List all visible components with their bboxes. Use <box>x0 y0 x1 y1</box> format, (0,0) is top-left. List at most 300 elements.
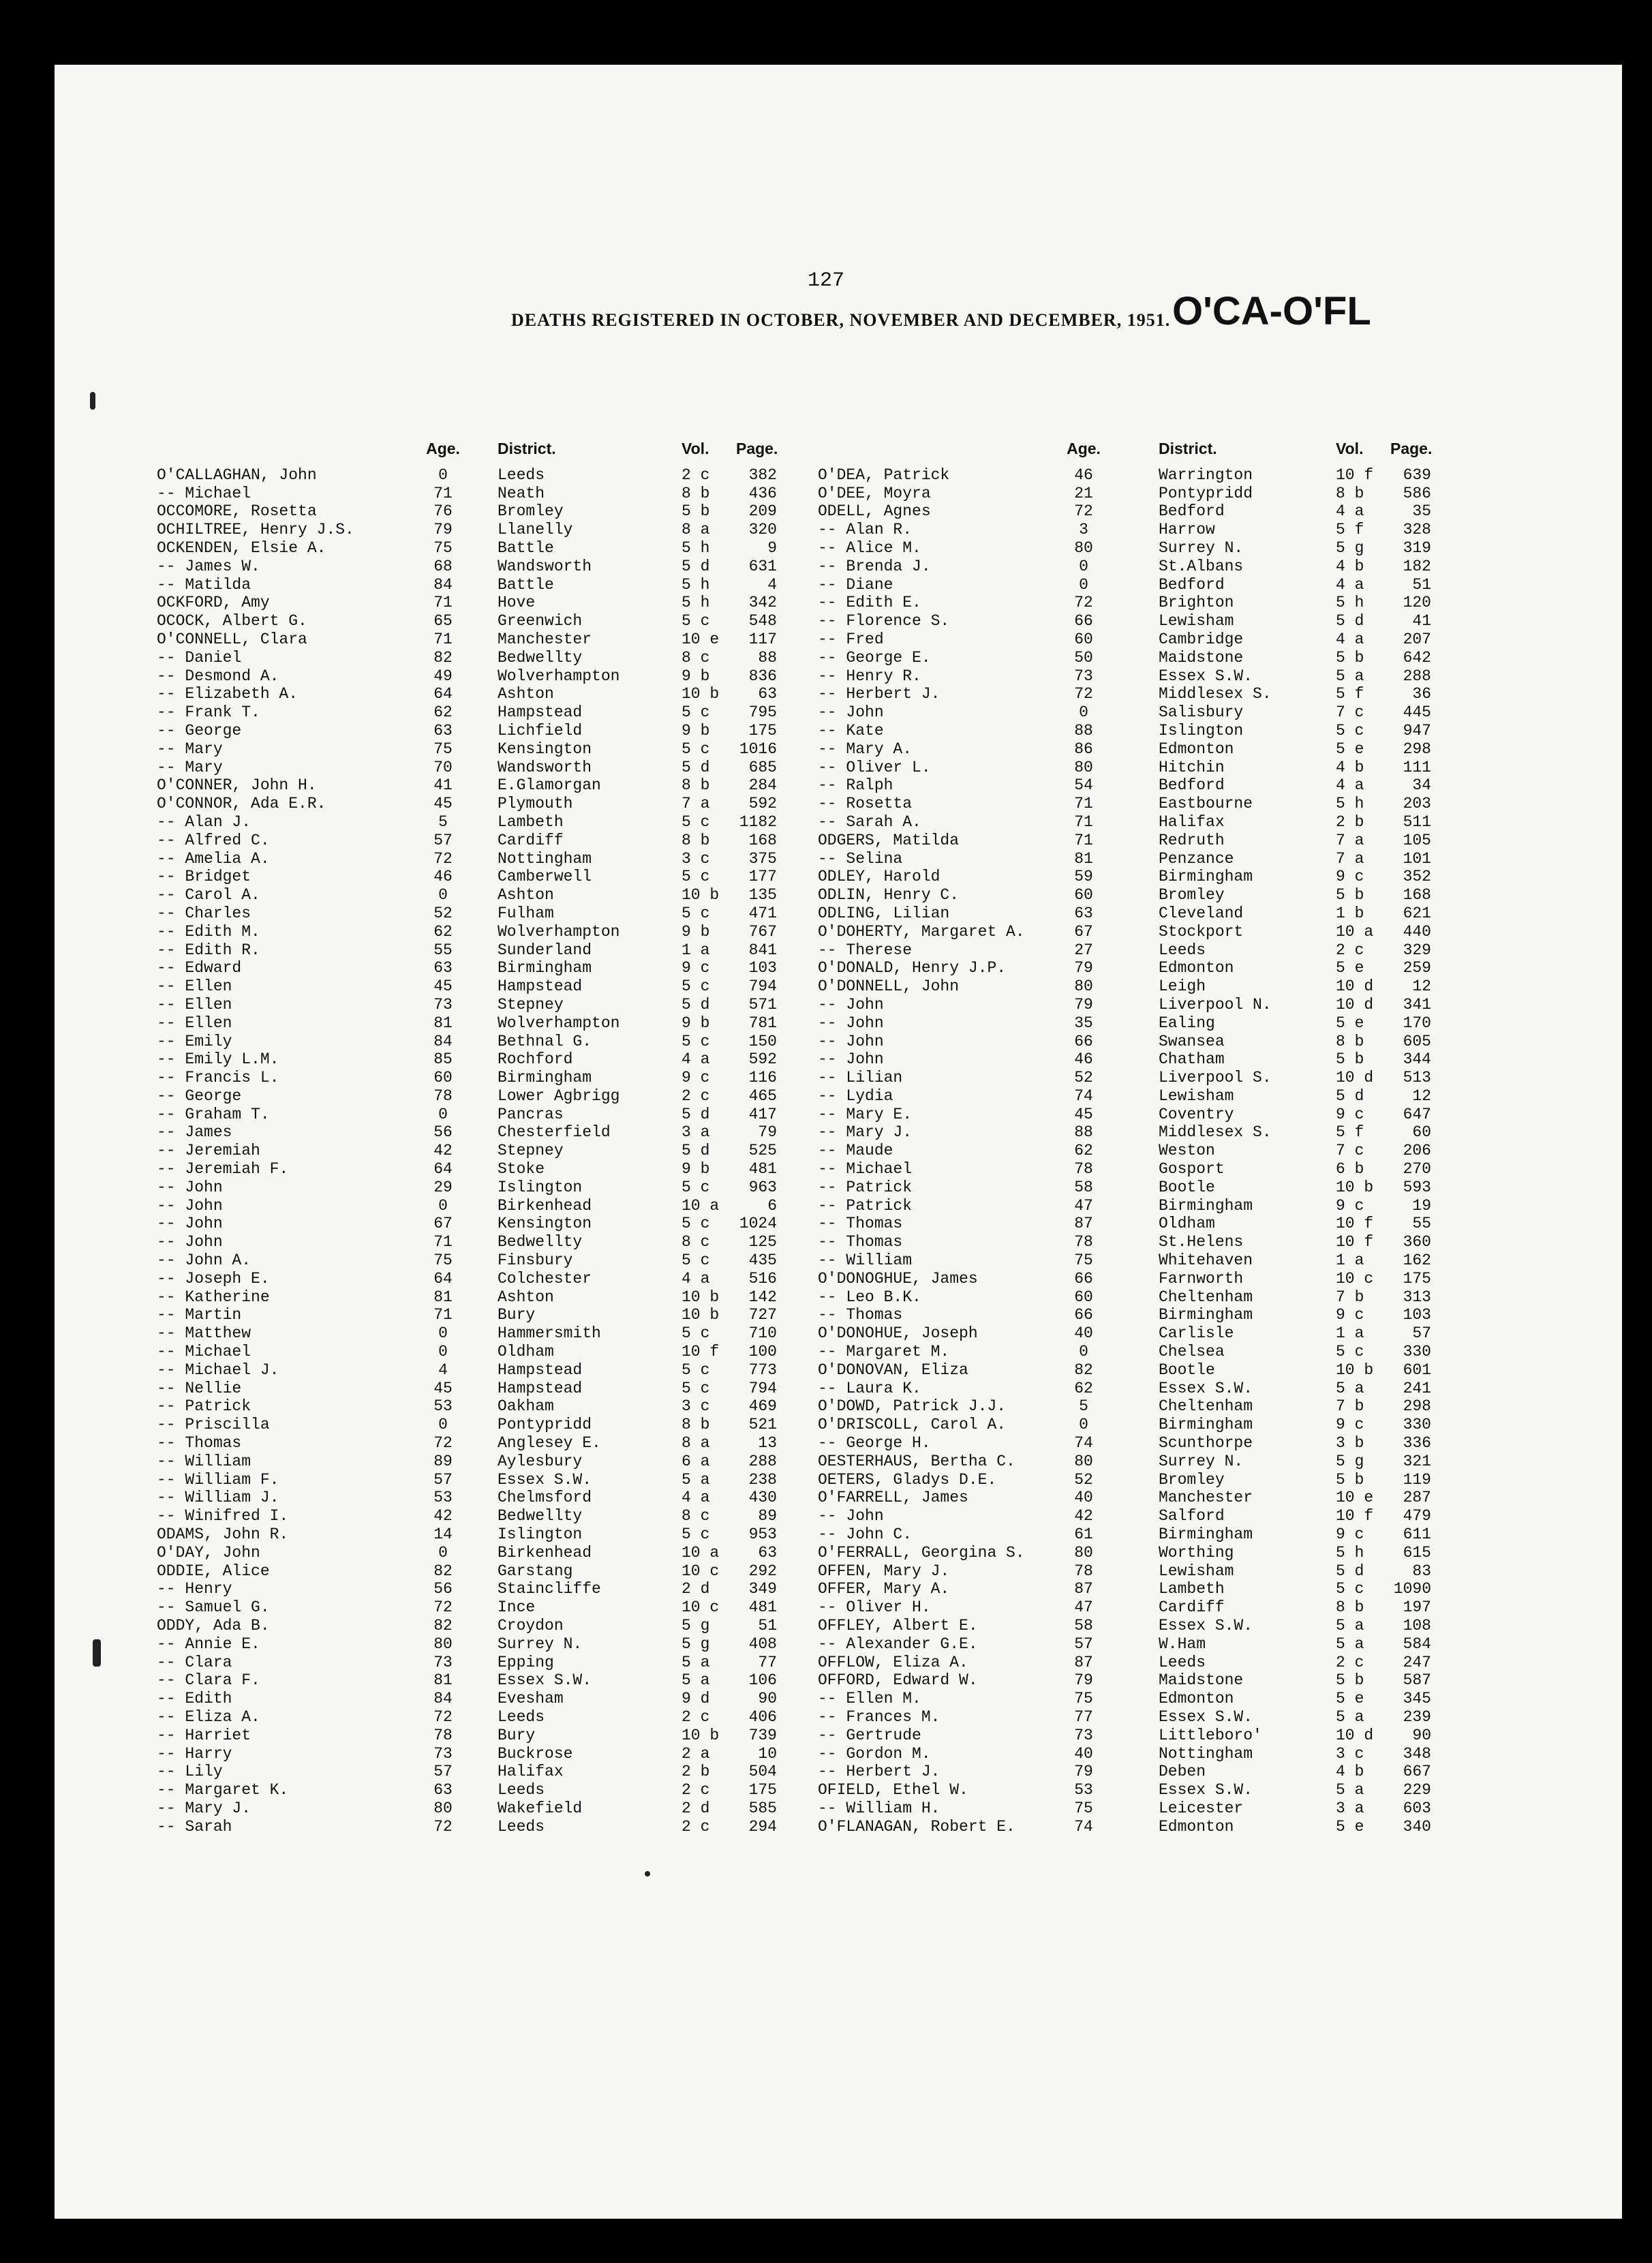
entry-district: Salisbury <box>1159 703 1244 722</box>
entry-page: 601 <box>1403 1361 1431 1379</box>
entry-age: 52 <box>1074 1069 1093 1087</box>
register-entry <box>157 1197 811 1215</box>
entry-district: Liverpool S. <box>1159 1069 1272 1087</box>
entry-name: -- Francis L. <box>157 1069 279 1087</box>
entry-vol: 5 h <box>682 538 710 557</box>
entry-age: 42 <box>433 1142 453 1160</box>
entry-age: 45 <box>1074 1105 1093 1123</box>
register-entry <box>818 1361 1472 1380</box>
entry-name: -- Thomas <box>818 1233 903 1251</box>
entry-page: 4 <box>767 575 777 594</box>
entry-name: -- Frances M. <box>818 1707 940 1726</box>
entry-district: Bromley <box>1159 1470 1225 1489</box>
entry-vol: 7 a <box>1336 849 1364 868</box>
entry-age: 52 <box>433 904 453 922</box>
entry-page: 103 <box>748 959 777 977</box>
entry-page: 794 <box>748 1379 777 1397</box>
column-header <box>818 440 1472 458</box>
entry-page: 548 <box>748 612 777 631</box>
register-entry <box>818 1507 1472 1525</box>
entry-age: 80 <box>1074 1452 1093 1470</box>
entry-vol: 9 c <box>1336 868 1364 886</box>
entry-age: 74 <box>1074 1817 1093 1836</box>
entry-district: Sunderland <box>498 941 592 959</box>
entry-vol: 4 a <box>682 1489 710 1507</box>
entry-age: 81 <box>433 1014 453 1032</box>
register-entry <box>157 1525 811 1544</box>
entry-age: 42 <box>433 1507 453 1525</box>
vol-header: Vol. <box>1336 440 1364 457</box>
entry-vol: 5 a <box>1336 1707 1364 1726</box>
register-entry <box>818 1598 1472 1617</box>
entry-page: 288 <box>1403 667 1431 685</box>
register-entry <box>818 1069 1472 1087</box>
entry-name: -- Michael <box>157 1343 251 1361</box>
entry-district: Bedwellty <box>498 648 583 667</box>
entry-age: 73 <box>433 1744 453 1763</box>
entry-district: Essex S.W. <box>498 1470 592 1489</box>
register-entry <box>157 685 811 703</box>
entry-district: Liverpool N. <box>1159 995 1272 1014</box>
entry-page: 710 <box>748 1324 777 1343</box>
entry-district: Bethnal G. <box>498 1032 592 1050</box>
entry-name: -- John <box>818 703 884 722</box>
entry-page: 313 <box>1403 1288 1431 1306</box>
entry-page: 647 <box>1403 1105 1431 1123</box>
register-entry <box>157 1453 811 1471</box>
entry-age: 66 <box>1074 1269 1093 1288</box>
register-entry <box>157 1763 811 1781</box>
entry-name: -- Thomas <box>157 1434 242 1453</box>
entry-vol: 2 c <box>682 1817 710 1836</box>
entry-age: 75 <box>433 1251 453 1270</box>
entry-vol: 5 d <box>682 758 710 776</box>
entry-name: -- Clara F. <box>157 1671 260 1690</box>
entry-district: Halifax <box>498 1763 564 1781</box>
entry-district: Ashton <box>498 886 554 905</box>
entry-district: Edmonton <box>1159 1690 1234 1708</box>
entry-district: Edmonton <box>1159 1817 1234 1836</box>
entry-vol: 10 a <box>682 1543 720 1562</box>
entry-vol: 10 d <box>1336 1069 1374 1087</box>
entry-district: Essex S.W. <box>1159 1707 1253 1726</box>
register-entry <box>818 1397 1472 1416</box>
register-entry <box>157 1544 811 1562</box>
entry-district: Birmingham <box>498 1069 592 1087</box>
entry-age: 60 <box>1074 1288 1093 1306</box>
entry-page: 51 <box>758 1617 777 1635</box>
entry-age: 71 <box>1074 795 1093 813</box>
entry-vol: 5 h <box>682 575 710 594</box>
entry-age: 42 <box>1074 1507 1093 1525</box>
register-entry <box>818 1453 1472 1471</box>
entry-page: 341 <box>1403 995 1431 1014</box>
entry-vol: 6 b <box>1336 1160 1364 1179</box>
entry-name: O'DRISCOLL, Carol A. <box>818 1416 1007 1434</box>
entry-district: Eastbourne <box>1159 795 1253 813</box>
entry-age: 5 <box>438 812 448 831</box>
entry-page: 197 <box>1403 1598 1431 1617</box>
entry-vol: 5 c <box>682 612 710 631</box>
entry-vol: 10 f <box>1336 1507 1374 1525</box>
entry-district: Islington <box>1159 721 1244 740</box>
entry-district: Bootle <box>1159 1361 1215 1379</box>
entry-age: 0 <box>438 1105 448 1123</box>
entry-page: 727 <box>748 1306 777 1324</box>
entry-age: 0 <box>438 886 448 905</box>
register-entry <box>157 631 811 649</box>
entry-name: -- Mary J. <box>157 1799 251 1817</box>
vol-header: Vol. <box>682 440 709 457</box>
register-entry <box>157 1343 811 1361</box>
entry-age: 56 <box>433 1123 453 1142</box>
entry-page: 119 <box>1403 1470 1431 1489</box>
entry-name: -- James <box>157 1123 232 1142</box>
entry-page: 83 <box>1412 1562 1431 1580</box>
entry-age: 87 <box>1074 1215 1093 1233</box>
entry-district: Hitchin <box>1159 758 1225 776</box>
register-entry <box>818 502 1472 521</box>
entry-page: 953 <box>748 1525 777 1544</box>
register-entry <box>157 1288 811 1307</box>
register-entry <box>157 1251 811 1270</box>
register-entry <box>818 905 1472 923</box>
entry-age: 87 <box>1074 1580 1093 1598</box>
entry-vol: 9 b <box>682 667 710 685</box>
entry-district: Lewisham <box>1159 612 1234 631</box>
entry-name: -- Priscilla <box>157 1416 270 1434</box>
entry-name: -- Ellen <box>157 1014 232 1032</box>
register-entry <box>157 1233 811 1251</box>
entry-age: 40 <box>1074 1744 1093 1763</box>
entry-vol: 1 a <box>1336 1324 1364 1343</box>
entry-district: Nottingham <box>1159 1744 1253 1763</box>
entry-district: Carlisle <box>1159 1324 1234 1343</box>
age-header: Age. <box>1067 440 1101 457</box>
entry-page: 241 <box>1403 1379 1431 1397</box>
register-entry <box>157 905 811 923</box>
entry-district: Essex S.W. <box>1159 1379 1253 1397</box>
entry-age: 0 <box>438 1543 448 1562</box>
register-entry <box>157 502 811 521</box>
entry-district: Bedford <box>1159 502 1225 521</box>
entry-page: 330 <box>1403 1416 1431 1434</box>
entry-district: Greenwich <box>498 612 583 631</box>
entry-age: 75 <box>1074 1690 1093 1708</box>
entry-vol: 10 f <box>1336 466 1374 484</box>
entry-name: -- Ellen M. <box>818 1690 921 1708</box>
punch-mark <box>90 392 95 410</box>
entry-vol: 2 c <box>1336 941 1364 959</box>
entry-name: -- Patrick <box>818 1196 913 1215</box>
entry-name: -- Lydia <box>818 1087 893 1105</box>
entry-district: Essex S.W. <box>1159 1617 1253 1635</box>
entry-name: -- Thomas <box>818 1215 903 1233</box>
entry-age: 0 <box>438 1324 448 1343</box>
register-entry <box>157 485 811 503</box>
entry-name: O'DAY, John <box>157 1543 260 1562</box>
register-entry <box>818 485 1472 503</box>
register-entry <box>818 886 1472 905</box>
entry-page: 108 <box>1403 1617 1431 1635</box>
register-entry <box>157 886 811 905</box>
entry-page: 603 <box>1403 1799 1431 1817</box>
entry-page: 284 <box>748 776 777 795</box>
entry-age: 0 <box>1079 1416 1088 1434</box>
entry-age: 57 <box>1074 1635 1093 1653</box>
entry-age: 0 <box>1079 557 1088 575</box>
entry-district: Aylesbury <box>498 1452 583 1470</box>
entry-name: -- Mary <box>157 758 223 776</box>
entry-name: -- Samuel G. <box>157 1598 270 1617</box>
entry-district: Middlesex S. <box>1159 1123 1272 1142</box>
entry-vol: 3 b <box>1336 1434 1364 1453</box>
entry-vol: 9 b <box>682 721 710 740</box>
entry-district: Hampstead <box>498 703 583 722</box>
entry-name: O'FARRELL, James <box>818 1489 968 1507</box>
register-entry <box>157 1708 811 1727</box>
entry-page: 209 <box>748 502 777 521</box>
entry-vol: 5 c <box>682 1178 710 1196</box>
entry-district: Birmingham <box>1159 868 1253 886</box>
entry-name: -- Kate <box>818 721 884 740</box>
entry-page: 298 <box>1403 1397 1431 1416</box>
entry-vol: 5 a <box>1336 1781 1364 1799</box>
entry-name: -- James W. <box>157 557 260 575</box>
entry-name: O'CONNER, John H. <box>157 776 317 795</box>
entry-page: 288 <box>748 1452 777 1470</box>
entry-district: Essex S.W. <box>498 1671 592 1690</box>
entry-vol: 1 a <box>682 941 710 959</box>
entry-age: 59 <box>1074 868 1093 886</box>
entry-district: Lambeth <box>1159 1580 1225 1598</box>
entry-district: Edmonton <box>1159 740 1234 758</box>
entry-vol: 5 d <box>1336 1087 1364 1105</box>
entry-page: 585 <box>748 1799 777 1817</box>
entry-name: -- John C. <box>818 1525 913 1544</box>
entry-name: O'DONOVAN, Eliza <box>818 1361 968 1379</box>
entry-page: 584 <box>1403 1635 1431 1653</box>
entry-name: -- Oliver H. <box>818 1598 931 1617</box>
entry-vol: 5 c <box>682 1032 710 1050</box>
entry-vol: 5 b <box>1336 648 1364 667</box>
entry-page: 294 <box>748 1817 777 1836</box>
entry-age: 81 <box>433 1671 453 1690</box>
entry-page: 841 <box>748 941 777 959</box>
register-entry <box>157 996 811 1014</box>
entry-page: 1090 <box>1393 1580 1431 1598</box>
entry-name: ODGERS, Matilda <box>818 831 960 849</box>
entry-name: -- Laura K. <box>818 1379 921 1397</box>
entry-vol: 5 h <box>682 594 710 612</box>
register-entry <box>157 703 811 722</box>
entry-age: 0 <box>1079 703 1088 722</box>
entry-vol: 10 f <box>1336 1215 1374 1233</box>
entry-age: 76 <box>433 502 453 521</box>
entry-vol: 10 b <box>1336 1361 1374 1379</box>
entry-vol: 7 c <box>1336 703 1364 722</box>
entry-vol: 2 c <box>682 1781 710 1799</box>
entry-page: 479 <box>1403 1507 1431 1525</box>
entry-age: 61 <box>1074 1525 1093 1544</box>
entry-vol: 3 a <box>1336 1799 1364 1817</box>
entry-page: 270 <box>1403 1160 1431 1179</box>
entry-district: Oldham <box>1159 1215 1215 1233</box>
register-entry <box>818 776 1472 795</box>
entry-district: Cheltenham <box>1159 1288 1253 1306</box>
entry-vol: 5 d <box>682 557 710 575</box>
register-entry <box>157 1690 811 1708</box>
entry-name: O'DONALD, Henry J.P. <box>818 959 1007 977</box>
entry-vol: 4 b <box>1336 557 1364 575</box>
entry-vol: 5 c <box>682 1215 710 1233</box>
entry-page: 10 <box>758 1744 777 1763</box>
entry-vol: 10 b <box>682 886 720 905</box>
entry-page: 586 <box>1403 484 1431 502</box>
entry-page: 170 <box>1403 1014 1431 1032</box>
register-entry <box>157 759 811 777</box>
entry-name: -- Matthew <box>157 1324 251 1343</box>
entry-district: Wolverhampton <box>498 922 620 941</box>
register-entry <box>157 832 811 850</box>
entry-district: Fulham <box>498 904 554 922</box>
register-entry <box>818 959 1472 977</box>
entry-age: 84 <box>433 575 453 594</box>
entry-vol: 10 b <box>682 685 720 703</box>
entry-name: -- John <box>157 1196 223 1215</box>
entry-page: 88 <box>758 648 777 667</box>
entry-age: 29 <box>433 1178 453 1196</box>
entry-page: 328 <box>1403 521 1431 539</box>
entry-age: 73 <box>433 995 453 1014</box>
entry-vol: 10 b <box>682 1306 720 1324</box>
register-entry <box>818 1562 1472 1581</box>
entry-district: Weston <box>1159 1142 1215 1160</box>
entry-name: -- John <box>818 995 884 1014</box>
entry-age: 74 <box>1074 1087 1093 1105</box>
entry-age: 40 <box>1074 1324 1093 1343</box>
entry-name: -- Henry <box>157 1580 232 1598</box>
entry-name: -- Emily <box>157 1032 232 1050</box>
entry-name: -- George <box>157 721 242 740</box>
entry-age: 63 <box>433 721 453 740</box>
entry-page: 79 <box>758 1123 777 1142</box>
register-entry <box>157 649 811 667</box>
entry-name: -- Margaret M. <box>818 1343 950 1361</box>
entry-name: -- Bridget <box>157 868 251 886</box>
entry-vol: 5 f <box>1336 1123 1364 1142</box>
entry-vol: 5 h <box>1336 795 1364 813</box>
register-entry <box>818 1544 1472 1562</box>
entry-district: Worthing <box>1159 1543 1234 1562</box>
entry-name: -- Michael <box>818 1160 913 1179</box>
entry-name: O'DEA, Patrick <box>818 466 950 484</box>
entry-name: -- Mary A. <box>818 740 913 758</box>
entry-page: 106 <box>748 1671 777 1690</box>
entry-vol: 8 c <box>682 1233 710 1251</box>
entry-vol: 2 a <box>682 1744 710 1763</box>
register-entry <box>818 996 1472 1014</box>
entry-district: Buckrose <box>498 1744 573 1763</box>
entry-page: 947 <box>1403 721 1431 740</box>
entry-name: -- George H. <box>818 1434 931 1453</box>
entry-vol: 3 a <box>682 1123 710 1142</box>
entry-vol: 9 c <box>682 1069 710 1087</box>
register-entry <box>818 558 1472 576</box>
register-entry <box>157 667 811 686</box>
entry-district: Stepney <box>498 1142 564 1160</box>
entry-district: Neath <box>498 484 545 502</box>
register-entry <box>818 649 1472 667</box>
entry-name: -- Eliza A. <box>157 1707 260 1726</box>
entry-age: 78 <box>1074 1233 1093 1251</box>
entry-vol: 10 a <box>1336 922 1374 941</box>
entry-vol: 5 e <box>1336 1014 1364 1032</box>
entry-vol: 9 b <box>682 922 710 941</box>
entry-district: Stoke <box>498 1160 545 1179</box>
entry-page: 571 <box>748 995 777 1014</box>
entry-district: St.Helens <box>1159 1233 1244 1251</box>
entry-age: 88 <box>1074 721 1093 740</box>
entry-age: 77 <box>1074 1707 1093 1726</box>
entry-name: -- Alan J. <box>157 812 251 831</box>
register-entry <box>157 1781 811 1799</box>
register-entry <box>157 776 811 795</box>
entry-vol: 5 c <box>682 1525 710 1544</box>
entry-page: 135 <box>748 886 777 905</box>
entry-page: 340 <box>1403 1817 1431 1836</box>
entry-page: 767 <box>748 922 777 941</box>
entry-district: Essex S.W. <box>1159 667 1253 685</box>
entry-age: 73 <box>433 1653 453 1671</box>
register-entry <box>818 722 1472 740</box>
entry-page: 175 <box>1403 1269 1431 1288</box>
entry-age: 71 <box>433 630 453 648</box>
entry-vol: 5 c <box>682 1361 710 1379</box>
entry-district: Maidstone <box>1159 648 1244 667</box>
entry-name: -- Michael J. <box>157 1361 279 1379</box>
entry-district: Bromley <box>1159 886 1225 905</box>
entry-vol: 7 a <box>1336 831 1364 849</box>
register-entry <box>818 1654 1472 1672</box>
entry-name: -- Ellen <box>157 977 232 996</box>
entry-page: 1182 <box>739 812 777 831</box>
entry-district: Camberwell <box>498 868 592 886</box>
entry-age: 62 <box>1074 1142 1093 1160</box>
entry-age: 80 <box>433 1635 453 1653</box>
entry-age: 50 <box>1074 648 1093 667</box>
register-entry <box>818 1434 1472 1453</box>
entry-vol: 2 c <box>1336 1653 1364 1671</box>
register-entry <box>818 1014 1472 1033</box>
entry-name: ODDY, Ada B. <box>157 1617 270 1635</box>
entry-vol: 5 c <box>682 812 710 831</box>
entry-district: Ince <box>498 1598 536 1617</box>
entry-age: 72 <box>433 849 453 868</box>
entry-age: 86 <box>1074 740 1093 758</box>
entry-name: -- Graham T. <box>157 1105 270 1123</box>
entry-name: OFFER, Mary A. <box>818 1580 950 1598</box>
entry-vol: 5 c <box>682 740 710 758</box>
entry-vol: 4 a <box>1336 502 1364 521</box>
entry-age: 53 <box>433 1397 453 1416</box>
register-entry <box>157 1123 811 1142</box>
entry-age: 58 <box>1074 1617 1093 1635</box>
entry-age: 80 <box>433 1799 453 1817</box>
register-entry <box>157 1033 811 1051</box>
entry-vol: 5 d <box>682 1105 710 1123</box>
entry-name: OCOCK, Albert G. <box>157 612 307 631</box>
